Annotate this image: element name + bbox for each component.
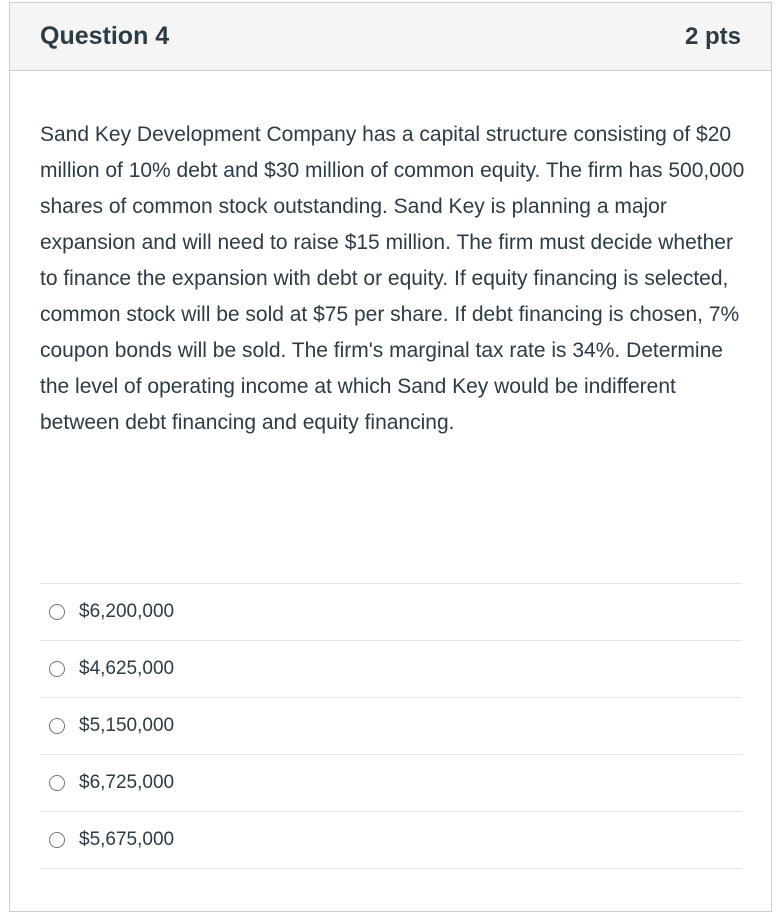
- question-title: Question 4: [40, 22, 170, 50]
- answer-option-2[interactable]: [40, 641, 742, 698]
- answer-label: $6,200,000: [79, 601, 175, 622]
- question-points: 2 pts: [684, 22, 741, 50]
- answer-option-1[interactable]: [40, 584, 742, 641]
- answer-label: $5,675,000: [79, 829, 175, 850]
- answer-label: $6,725,000: [79, 772, 175, 793]
- radio-button[interactable]: [49, 661, 65, 677]
- answer-option-3[interactable]: [40, 698, 742, 755]
- answer-label: $4,625,000: [79, 658, 175, 679]
- question-card: [9, 2, 772, 912]
- question-body: [10, 71, 771, 441]
- radio-button[interactable]: [49, 604, 65, 620]
- answer-label: $5,150,000: [79, 715, 175, 736]
- answer-option-4[interactable]: [40, 755, 742, 812]
- question-text: Sand Key Development Company has a capital structure consisting of $20 million of 10% debt and $30 million of common equity. The firm has 500,000 shares of common stock outstanding. Sand Key is planning a major expansion and will need to raise $15 million. The firm must decide whether to finance the expansion with debt or equity. If equity financing is selected, common stock will be sold at $75 per share. If debt financing is chosen, 7% coupon bonds will be sold. The firm's marginal tax rate is 34%. Determine the level of operating income at which Sand Key would be indifferent between debt financing and equity financing.: [40, 123, 745, 434]
- radio-button[interactable]: [49, 718, 65, 734]
- radio-button[interactable]: [49, 775, 65, 791]
- radio-button[interactable]: [49, 832, 65, 848]
- answer-option-5[interactable]: [40, 812, 742, 869]
- answer-list: [40, 583, 742, 869]
- question-header: [10, 3, 771, 71]
